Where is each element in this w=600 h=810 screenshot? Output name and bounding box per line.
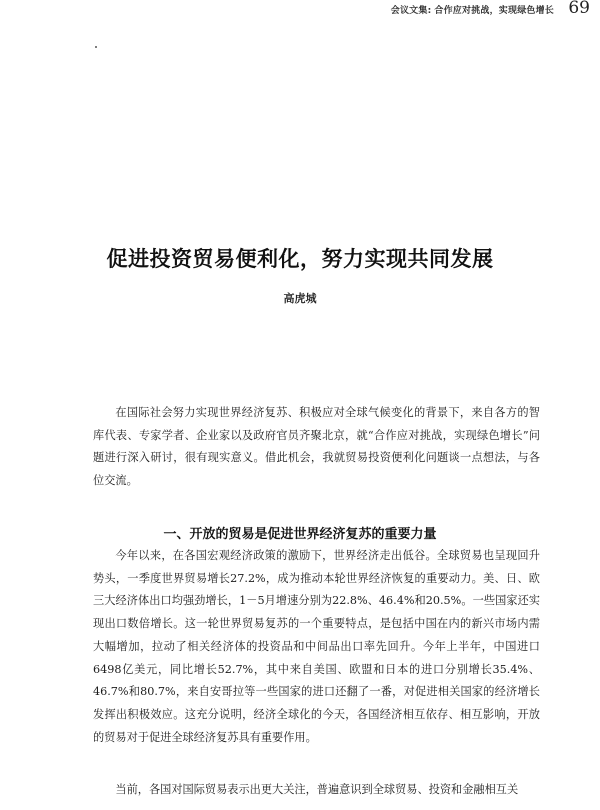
body-paragraph-partial: 当前，各国对国际贸易表示出更大关注，普遍意识到全球贸易、投资和金融相互关	[115, 783, 519, 796]
series-label: 会议文集	[390, 6, 428, 16]
header-colon: :	[427, 6, 432, 16]
scan-speck	[95, 46, 97, 48]
running-header	[391, 3, 554, 16]
article-title: 促进投资贸易便利化，努力实现共同发展	[106, 247, 494, 272]
intro-paragraph: 在国际社会努力实现世界经济复苏、积极应对全球气候变化的背景下，来自各方的智库代表、专家学者、企业家以及政府官员齐聚北京，就“合作应对挑战，实现绿色增长”问题进行深入研讨，很有现实意义。借此机会，我就贸易投资便利化问题谈一点想法，与各位交流。	[93, 406, 540, 488]
body-paragraph: 今年以来，在各国宏观经济政策的激励下，世界经济走出低谷。全球贸易也呈现回升势头，一季度世界贸易增长27.2%，成为推动本轮世界经济恢复的重要动力。美、日、欧三大经济体出口均强劲增长，1－5月增速分别为22.8%、46.4%和20.5%。一些国家还实现出口数倍增长。这一轮世界贸易复苏的一个重要特点，是包括中国在内的新兴市场内需大幅增加，拉动了相关经济体的投资品和中间品出口率先回升。今年上半年，中国进口6498亿美元，同比增长52.7%，其中来自美国、欧盟和日本的进口分别增长35.4%、46.7%和80.7%，来自安哥拉等一些国家的进口还翻了一番，对促进相关国家的经济增长发挥出积极效应。这充分说明，经济全球化的今天，各国经济相互依存、相互影响，开放的贸易对于促进全球经济复苏具有重要作用。	[93, 549, 540, 744]
page-number: 69	[568, 0, 590, 18]
section-heading: 一、开放的贸易是促进世界经济复苏的重要力量	[163, 526, 437, 542]
running-title: 合作应对挑战，实现绿色增长	[434, 6, 554, 16]
author-name: 高虎城	[283, 292, 317, 305]
